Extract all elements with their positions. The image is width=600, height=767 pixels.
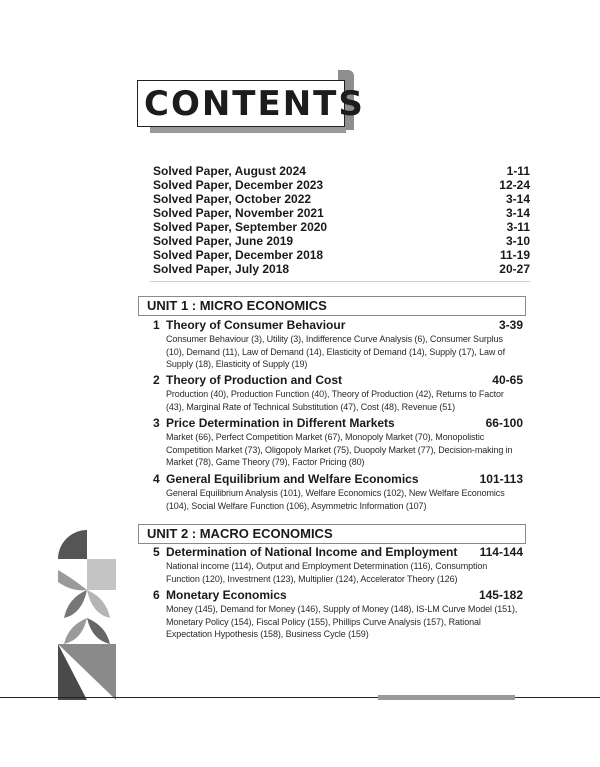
chapter-number: 1 <box>153 318 160 332</box>
list-item <box>153 248 530 262</box>
chapter-title: Monetary Economics <box>166 588 287 602</box>
solved-papers-list <box>153 164 530 276</box>
chapter-entry <box>153 416 523 469</box>
footer-bar-decoration <box>378 695 515 700</box>
paper-pages: 20-27 <box>499 262 530 276</box>
unit-header: UNIT 1 : MICRO ECONOMICS <box>138 296 526 316</box>
chapter-topics: Market (66), Perfect Competition Market (67), Monopoly Market (70), Monopolistic Competition Market (73), Oligopoly Market (75), Duopoly Market (77), Decision-making in Market (78), Game Theory (79), Factor Pricing (80) <box>166 432 513 467</box>
chapter-title: Determination of National Income and Employment <box>166 545 458 559</box>
paper-pages: 3-10 <box>505 234 530 248</box>
list-item <box>153 206 530 220</box>
chapter-title: Price Determination in Different Markets <box>166 416 395 430</box>
paper-pages: 3-14 <box>505 192 530 206</box>
list-item <box>153 164 530 178</box>
list-item <box>153 262 530 276</box>
chapter-pages: 40-65 <box>492 373 523 387</box>
paper-label: Solved Paper, June 2019 <box>153 234 294 248</box>
chapter-entry <box>153 545 523 585</box>
chapter-number: 2 <box>153 373 160 387</box>
chapter-topics: Consumer Behaviour (3), Utility (3), Indifference Curve Analysis (6), Consumer Surplus (10), Demand (11), Law of Demand (14), Elasticity of Demand (14), Supply (17), Law of Supply (18), Elasticity of Supply (19) <box>166 334 505 369</box>
chapter-topics: National income (114), Output and Employment Determination (116), Consumption Function (120), Investment (123), Multiplier (124), Accelerator Theory (126) <box>166 561 488 584</box>
chapter-entry <box>153 472 523 512</box>
paper-label: Solved Paper, November 2021 <box>153 206 324 220</box>
list-item <box>153 220 530 234</box>
chapter-entry <box>153 373 523 413</box>
chapter-entry <box>153 588 523 641</box>
chapter-number: 5 <box>153 545 160 559</box>
chapter-pages: 101-113 <box>479 472 523 486</box>
list-item <box>153 178 530 192</box>
paper-label: Solved Paper, October 2022 <box>153 192 312 206</box>
chapter-pages: 66-100 <box>485 416 523 430</box>
paper-label: Solved Paper, December 2018 <box>153 248 324 262</box>
paper-label: Solved Paper, August 2024 <box>153 164 306 178</box>
chapter-topics: General Equilibrium Analysis (101), Welfare Economics (102), New Welfare Economics (104), Social Welfare Function (106), Asymmetric Information (107) <box>166 488 505 511</box>
chapter-number: 6 <box>153 588 160 602</box>
unit-header: UNIT 2 : MACRO ECONOMICS <box>138 524 526 544</box>
decorative-leaf-graphic <box>58 530 116 700</box>
paper-pages: 12-24 <box>499 178 530 192</box>
list-item <box>153 234 530 248</box>
paper-pages: 3-11 <box>506 220 530 234</box>
paper-label: Solved Paper, December 2023 <box>153 178 324 192</box>
chapter-topics: Money (145), Demand for Money (146), Supply of Money (148), IS-LM Curve Model (151), Monetary Policy (154), Fiscal Policy (155), Phillips Curve Analysis (157), Rational Expectation Hypothesis (158), Business Cycle (159) <box>166 604 518 639</box>
chapter-pages: 114-144 <box>479 545 523 559</box>
paper-pages: 11-19 <box>499 248 530 262</box>
chapter-number: 3 <box>153 416 160 430</box>
paper-pages: 3-14 <box>505 206 530 220</box>
title-shadow-decoration <box>150 127 346 133</box>
paper-label: Solved Paper, July 2018 <box>153 262 290 276</box>
paper-label: Solved Paper, September 2020 <box>153 220 328 234</box>
chapter-number: 4 <box>153 472 160 486</box>
chapter-title: General Equilibrium and Welfare Economics <box>166 472 419 486</box>
chapter-topics: Production (40), Production Function (40), Theory of Production (42), Returns to Factor (43), Marginal Rate of Technical Substitution (47), Cost (48), Revenue (51) <box>166 389 504 412</box>
chapter-title: Theory of Production and Cost <box>166 373 342 387</box>
page-title: CONTENTS <box>144 84 365 124</box>
chapter-entry <box>153 318 523 371</box>
chapter-pages: 145-182 <box>478 588 523 602</box>
chapter-pages: 3-39 <box>498 318 523 332</box>
list-item <box>153 192 530 206</box>
divider <box>150 281 530 282</box>
chapter-title: Theory of Consumer Behaviour <box>166 318 346 332</box>
paper-pages: 1-11 <box>506 164 530 178</box>
